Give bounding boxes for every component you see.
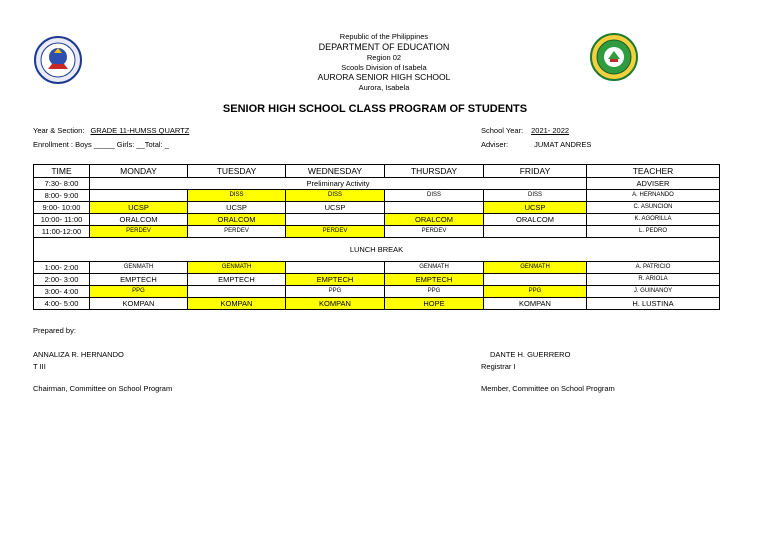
teacher-cell: C. ASUNCION <box>587 202 720 214</box>
subject-cell: UCSP <box>286 202 385 214</box>
right-signatory-role: Member, Committee on School Program <box>481 384 615 393</box>
subject-cell: PPG <box>90 286 188 298</box>
subject-cell: EMPTECH <box>385 274 484 286</box>
teacher-cell: ADVISER <box>587 178 720 190</box>
subject-cell <box>90 190 188 202</box>
year-section-value: GRADE 11-HUMSS QUARTZ <box>90 126 190 135</box>
enrollment: Enrollment : Boys _____ Girls: __Total: _ <box>33 140 169 149</box>
column-header: TUESDAY <box>188 165 286 178</box>
school-year-value: 2021- 2022 <box>531 126 570 135</box>
left-signatory-title: T III <box>33 362 46 371</box>
time-cell: 3:00- 4:00 <box>34 286 90 298</box>
subject-cell: DISS <box>484 190 587 202</box>
subject-cell: UCSP <box>188 202 286 214</box>
subject-cell: PERDEV <box>90 226 188 238</box>
header-republic: Republic of the Philippines <box>339 32 429 41</box>
document-header <box>0 32 768 93</box>
subject-cell: DISS <box>385 190 484 202</box>
year-section-label: Year & Section: <box>33 126 85 135</box>
year-section <box>33 126 189 135</box>
table-row <box>34 202 720 214</box>
table-row <box>34 190 720 202</box>
subject-cell: GENMATH <box>188 262 286 274</box>
subject-cell: DISS <box>286 190 385 202</box>
subject-cell <box>188 286 286 298</box>
preliminary-activity-cell: Preliminary Activity <box>90 178 587 190</box>
subject-cell <box>286 214 385 226</box>
subject-cell <box>484 226 587 238</box>
left-signatory-role: Chairman, Committee on School Program <box>33 384 173 393</box>
subject-cell: GENMATH <box>90 262 188 274</box>
table-row <box>34 262 720 274</box>
subject-cell: EMPTECH <box>286 274 385 286</box>
subject-cell: PPG <box>385 286 484 298</box>
subject-cell: KOMPAN <box>188 298 286 310</box>
table-header-row <box>34 165 720 178</box>
subject-cell <box>286 262 385 274</box>
table-row <box>34 178 720 190</box>
column-header: TIME <box>34 165 90 178</box>
header-region: Region 02 <box>366 52 402 62</box>
teacher-cell: A. PATRICIO <box>587 262 720 274</box>
header-division: Scools Division of Isabela <box>341 62 427 72</box>
subject-cell: PPG <box>286 286 385 298</box>
subject-cell: PERDEV <box>286 226 385 238</box>
time-cell: 8:00- 9:00 <box>34 190 90 202</box>
table-row <box>34 298 720 310</box>
subject-cell: EMPTECH <box>188 274 286 286</box>
table-row <box>34 286 720 298</box>
column-header: THURSDAY <box>385 165 484 178</box>
subject-cell: KOMPAN <box>90 298 188 310</box>
subject-cell: GENMATH <box>385 262 484 274</box>
subject-cell: ORALCOM <box>188 214 286 226</box>
adviser <box>481 140 591 149</box>
time-cell: 10:00- 11:00 <box>34 214 90 226</box>
adviser-label: Adviser: <box>481 140 509 149</box>
subject-cell: PPG <box>484 286 587 298</box>
time-cell: 7:30- 8:00 <box>34 178 90 190</box>
subject-cell: EMPTECH <box>90 274 188 286</box>
right-signatory-title: Registrar I <box>481 362 516 371</box>
time-cell: 11:00-12:00 <box>34 226 90 238</box>
column-header: TEACHER <box>587 165 720 178</box>
teacher-cell: A. HERNANDO <box>587 190 720 202</box>
teacher-cell: L. PEDRO <box>587 226 720 238</box>
right-signatory-name: DANTE H. GUERRERO <box>490 350 571 359</box>
header-school: AURORA SENIOR HIGH SCHOOL <box>317 72 451 83</box>
adviser-value: JUMAT ANDRES <box>534 140 592 149</box>
school-year <box>481 126 569 135</box>
subject-cell: ORALCOM <box>385 214 484 226</box>
column-header: FRIDAY <box>484 165 587 178</box>
table-row <box>34 274 720 286</box>
column-header: MONDAY <box>90 165 188 178</box>
column-header: WEDNESDAY <box>286 165 385 178</box>
subject-cell: KOMPAN <box>286 298 385 310</box>
teacher-cell: R. ARIOLA <box>587 274 720 286</box>
subject-cell: ORALCOM <box>484 214 587 226</box>
lunch-row <box>34 238 720 262</box>
time-cell: 2:00- 3:00 <box>34 274 90 286</box>
subject-cell: KOMPAN <box>484 298 587 310</box>
subject-cell <box>484 274 587 286</box>
subject-cell: UCSP <box>90 202 188 214</box>
subject-cell: PERDEV <box>188 226 286 238</box>
subject-cell: PERDEV <box>385 226 484 238</box>
header-address: Aurora, Isabela <box>358 82 410 92</box>
subject-cell: ORALCOM <box>90 214 188 226</box>
subject-cell: HOPE <box>385 298 484 310</box>
table-row <box>34 214 720 226</box>
time-cell: 4:00- 5:00 <box>34 298 90 310</box>
subject-cell: DISS <box>188 190 286 202</box>
teacher-cell: K. AGORILLA <box>587 214 720 226</box>
school-year-label: School Year: <box>481 126 524 135</box>
subject-cell <box>385 202 484 214</box>
subject-cell: GENMATH <box>484 262 587 274</box>
left-signatory-name: ANNALIZA R. HERNANDO <box>33 350 124 359</box>
teacher-cell: H. LUSTINA <box>587 298 720 310</box>
teacher-cell: J. GUINANOY <box>587 286 720 298</box>
subject-cell: UCSP <box>484 202 587 214</box>
time-cell: 1:00- 2:00 <box>34 262 90 274</box>
schedule-table <box>33 164 720 310</box>
lunch-break-cell: LUNCH BREAK <box>34 238 720 262</box>
schedule-body <box>34 178 720 310</box>
time-cell: 9:00- 10:00 <box>34 202 90 214</box>
page-title: SENIOR HIGH SCHOOL CLASS PROGRAM OF STUDENTS <box>222 103 528 115</box>
header-department: DEPARTMENT OF EDUCATION <box>318 41 450 52</box>
table-row <box>34 226 720 238</box>
prepared-by-label: Prepared by: <box>33 326 76 335</box>
